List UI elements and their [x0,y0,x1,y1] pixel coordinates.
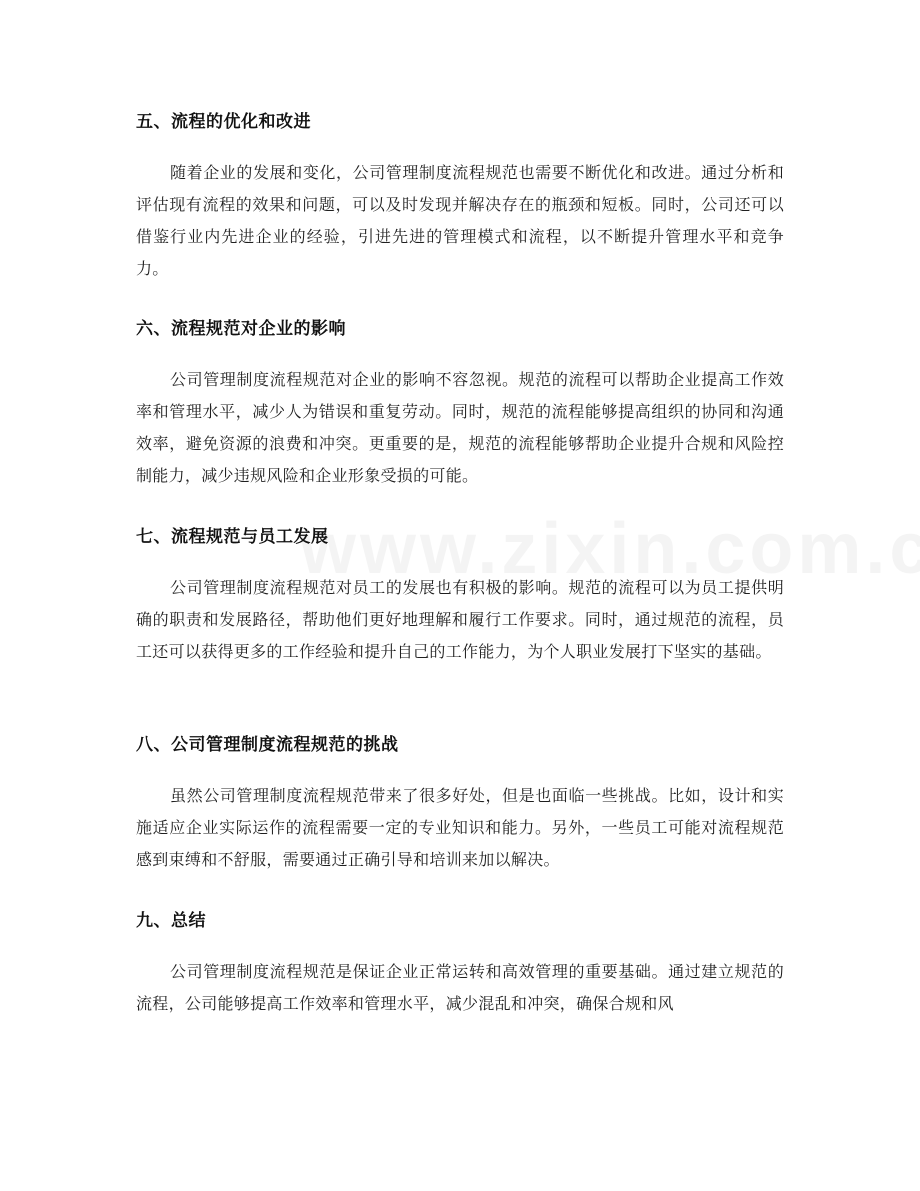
section-9 [136,909,784,1020]
section-paragraph: 公司管理制度流程规范是保证企业正常运转和高效管理的重要基础。通过建立规范的流程，公司能够提高工作效率和管理水平，减少混乱和冲突，确保合规和风 [136,962,784,1013]
section-paragraph: 随着企业的发展和变化，公司管理制度流程规范也需要不断优化和改进。通过分析和评估现有流程的效果和问题，可以及时发现并解决存在的瓶颈和短板。同时，公司还可以借鉴行业内先进企业的经验，引进先进的管理模式和流程，以不断提升管理水平和竞争力。 [136,163,784,278]
section-heading: 九、总结 [136,911,206,931]
section-heading: 五、流程的优化和改进 [136,112,311,132]
section-7 [136,525,784,668]
section-6 [136,317,784,492]
section-5 [136,110,784,285]
section-heading: 七、流程规范与员工发展 [136,527,329,547]
section-paragraph: 公司管理制度流程规范对企业的影响不容忽视。规范的流程可以帮助企业提高工作效率和管理水平，减少人为错误和重复劳动。同时，规范的流程能够提高组织的协同和沟通效率，避免资源的浪费和冲突。更重要的是，规范的流程能够帮助企业提升合规和风险控制能力，减少违规风险和企业形象受损的可能。 [136,370,784,485]
section-8 [136,733,784,876]
section-heading: 八、公司管理制度流程规范的挑战 [136,735,399,755]
section-heading: 六、流程规范对企业的影响 [136,319,346,339]
section-paragraph: 虽然公司管理制度流程规范带来了很多好处，但是也面临一些挑战。比如，设计和实施适应企业实际运作的流程需要一定的专业知识和能力。另外，一些员工可能对流程规范感到束缚和不舒服，需要通过正确引导和培训来加以解决。 [136,786,784,869]
section-paragraph: 公司管理制度流程规范对员工的发展也有积极的影响。规范的流程可以为员工提供明确的职责和发展路径，帮助他们更好地理解和履行工作要求。同时，通过规范的流程，员工还可以获得更多的工作经验和提升自己的工作能力，为个人职业发展打下坚实的基础。 [136,578,784,661]
